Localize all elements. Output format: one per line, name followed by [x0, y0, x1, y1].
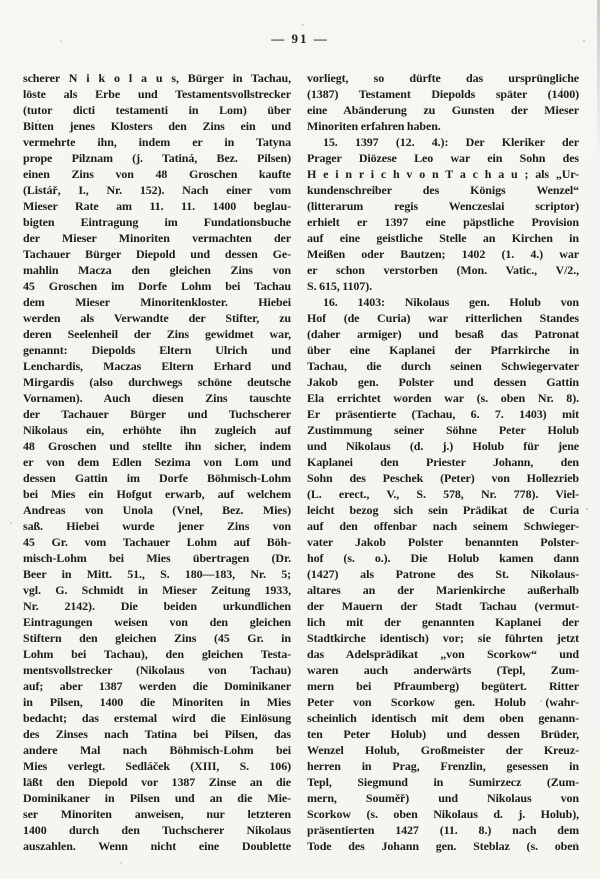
text-line: und Nikolaus (d. j.) Holub für jene — [307, 439, 579, 453]
text-line: eine Abänderung zu Gunsten der Mieser — [307, 103, 579, 117]
text-line: Nr. 2142). Die beiden urkundlichen — [23, 599, 291, 613]
text-line: Mirgardis (also durchwegs schöne deutsche — [23, 375, 291, 389]
text-line: misch-Lohm bei Mies übertragen (Dr. — [23, 551, 291, 565]
text-line: Vornamen). Auch diesen Zins tauschte — [23, 391, 291, 405]
text-line: auszahlen. Wenn nicht eine Doublette — [23, 839, 291, 853]
text-line: (daher armiger) und besaß das Patronat — [307, 327, 579, 341]
text-line: Er präsentierte (Tachau, 6. 7. 1403) mit — [307, 407, 579, 421]
text-line: 1400 durch den Tuchscherer Nikolaus — [23, 823, 291, 837]
text-line: mentsvollstrecker (Nikolaus von Tachau) — [23, 663, 291, 677]
text-line: Tachau, die durch seinen Schwiegervater — [307, 359, 579, 373]
text-line: mern bei Pfraumberg) begütert. Ritter — [307, 679, 579, 693]
text-line: über eine Kaplanei der Pfarrkirche in — [307, 343, 579, 357]
text-line: (tutor dicti testamenti in Lom) über — [23, 103, 291, 117]
text-line: Sohn des Peschek (Peter) von Hollezrieb — [307, 471, 579, 485]
text-line: hof (s. o.). Die Holub kamen dann — [307, 551, 579, 565]
text-line: vater Jakob Polster benannten Polster- — [307, 535, 579, 549]
text-line: Beer in Mitt. 51., S. 180—183, Nr. 5; — [23, 567, 291, 581]
text-line: (litterarum regis Wenczeslai scriptor) — [307, 199, 579, 213]
text-line: saß. Hiebei wurde jener Zins von — [23, 519, 291, 533]
column-left — [23, 70, 291, 854]
text-line: des Zinses nach Tatina bei Pilsen, das — [23, 727, 291, 741]
text-line: auf; aber 1387 werden die Dominikaner — [23, 679, 291, 693]
text-line: Minoriten erfahren haben. — [307, 119, 441, 133]
text-line: vgl. G. Schmidt in Mieser Zeitung 1933, — [23, 583, 291, 597]
text-line: auf eine geistliche Stelle an Kirchen in — [307, 231, 579, 245]
text-line: herren in Prag, Frenzlin, gesessen in — [307, 759, 579, 773]
text-line: Mies verlegt. Sedláček (XIII, S. 106) — [23, 759, 291, 773]
text-line: (1387) Testament Diepolds später (1400) — [307, 87, 579, 101]
text-line: Hof (de Curia) war ritterlichen Standes — [307, 311, 579, 325]
text-line: H e i n r i c h v o n T a c h a u ; als „Ur- — [307, 167, 579, 181]
text-line: lich mit der genannten Kaplanei der — [307, 615, 579, 629]
text-line: 48 Groschen und stellte ihn sicher, indem — [23, 439, 291, 453]
text-line: Kaplanei den Priester Johann, den — [307, 455, 579, 469]
text-line: auf den offenbar nach seinem Schwieger- — [307, 519, 579, 533]
text-line: ser Minoriten anweisen, nur letzteren — [23, 807, 291, 821]
text-line: (Listář, I., Nr. 152). Nach einer vom — [23, 183, 291, 197]
text-line: er schon verstorben (Mon. Vatic., V/2., — [307, 263, 579, 277]
text-line: in Pilsen, 1400 die Minoriten in Mies — [23, 695, 291, 709]
text-line: bigten Eintragung im Fundationsbuche — [23, 215, 291, 229]
text-line: er von dem Edlen Sezima von Lom und — [23, 455, 291, 469]
text-line: scheinlich identisch mit dem oben genann- — [307, 711, 579, 725]
text-line: Bitten jenes Klosters den Zins ein und — [23, 119, 291, 133]
text-line: 15. 1397 (12. 4.): Der Kleriker der — [323, 135, 579, 149]
text-line: scherer N i k o l a u s, Bürger in Tachau, — [23, 71, 291, 85]
text-line: Mieser Rate am 11. 11. 1400 beglau- — [23, 199, 291, 213]
text-line: vermehrte ihn, indem er in Tatyna — [23, 135, 291, 149]
text-line: 45 Groschen im Dorfe Lohm bei Tachau — [23, 279, 291, 293]
text-line: S. 615, 1107). — [307, 279, 373, 293]
column-right — [307, 70, 579, 854]
text-block — [23, 70, 579, 854]
text-line: Tachauer Bürger Diepold und dessen Ge- — [23, 247, 291, 261]
text-line: Dominikaner in Pilsen und an die Mie- — [23, 791, 291, 805]
text-line: erhielt er 1397 eine päpstliche Provision — [307, 215, 579, 229]
text-line: deren Seelenheil der Zins gewidmet war, — [23, 327, 291, 341]
page-number: — 91 — — [271, 31, 329, 46]
text-line: vorliegt, so dürfte das ursprüngliche — [307, 71, 579, 85]
text-line: Peter von Scorkow gen. Holub (wahr- — [307, 695, 579, 709]
text-line: waren auch anderwärts (Tepl, Zum- — [307, 663, 579, 677]
text-line: prope Pilznam (j. Tatiná, Bez. Pilsen) — [23, 151, 291, 165]
text-line: Tepl, Siegmund in Sumirzecz (Zum- — [307, 775, 579, 789]
text-line: Stiftern den gleichen Zins (45 Gr. in — [23, 631, 291, 645]
text-line: Prager Diözese Leo war ein Sohn des — [307, 151, 579, 165]
text-line: Scorkow (s. oben Nikolaus d. j. Holub), — [307, 807, 579, 821]
text-line: altares an der Marienkirche außerhalb — [307, 583, 579, 597]
text-line: werden als Verwandte der Stifter, zu — [23, 311, 291, 325]
text-line: einen Zins von 48 Groschen kaufte — [23, 167, 291, 181]
text-line: dessen Gattin im Dorfe Böhmisch-Lohm — [23, 471, 291, 485]
text-line: mahlin Macza den gleichen Zins von — [23, 263, 291, 277]
text-line: (L. erect., V., S. 578, Nr. 778). Viel- — [307, 487, 579, 501]
text-line: mern, Souměř) und Nikolaus von — [307, 791, 579, 805]
text-line: Zustimmung seiner Söhne Peter Holub — [307, 423, 579, 437]
text-line: löste als Erbe und Testamentsvollstrecker — [23, 87, 291, 101]
text-line: bei Mies ein Hofgut erwarb, auf welchem — [23, 487, 291, 501]
text-line: kundenschreiber des Königs Wenzel“ — [307, 183, 579, 197]
text-line: Lohm bei Tachau), den gleichen Testa- — [23, 647, 291, 661]
text-line: Nikolaus ein, erhöhte ihn zugleich auf — [23, 423, 291, 437]
text-line: dem Mieser Minoritenkloster. Hiebei — [23, 295, 291, 309]
text-line: Ela errichtet worden war (s. oben Nr. 8). — [307, 391, 579, 405]
text-line: Meißen oder Bautzen; 1402 (1. 4.) war — [307, 247, 579, 261]
text-line: Eintragungen weisen von den gleichen — [23, 615, 291, 629]
text-line: das Adelsprädikat „von Scorkow“ und — [307, 647, 579, 661]
scan-noise-specks — [0, 0, 2, 2]
text-line: der Mieser Minoriten vermachten der — [23, 231, 291, 245]
text-line: andere Mal nach Böhmisch-Lohm bei — [23, 743, 291, 757]
text-line: 45 Gr. vom Tachauer Lohm auf Böh- — [23, 535, 291, 549]
text-line: 16. 1403: Nikolaus gen. Holub von — [323, 295, 579, 309]
text-line: läßt den Diepold vor 1387 Zinse an die — [23, 775, 291, 789]
text-line: präsentierten 1427 (11. 8.) nach dem — [307, 823, 579, 837]
text-line: ten Peter Holub) und dessen Brüder, — [307, 727, 579, 741]
text-line: Wenzel Holub, Großmeister der Kreuz- — [307, 743, 579, 757]
text-line: der Tachauer Bürger und Tuchscherer — [23, 407, 291, 421]
text-line: bedacht; das erstemal wird die Einlösung — [23, 711, 291, 725]
text-line: leicht bezog sich sein Prädikat de Curia — [307, 503, 579, 517]
text-line: genannt: Diepolds Eltern Ulrich und — [23, 343, 291, 357]
text-line: Jakob gen. Polster und dessen Gattin — [307, 375, 579, 389]
text-line: Stadtkirche identisch) vor; sie führten jetzt — [307, 631, 579, 645]
text-line: der Mauern der Stadt Tachau (vermut- — [307, 599, 579, 613]
text-line: Lenchardis, Maczas Eltern Erhard und — [23, 359, 291, 373]
text-line: Andreas von Unola (Vnel, Bez. Mies) — [23, 503, 291, 517]
text-line: Tode des Johann gen. Steblaz (s. oben — [307, 839, 579, 853]
text-line: (1427) als Patrone des St. Nikolaus- — [307, 567, 579, 581]
